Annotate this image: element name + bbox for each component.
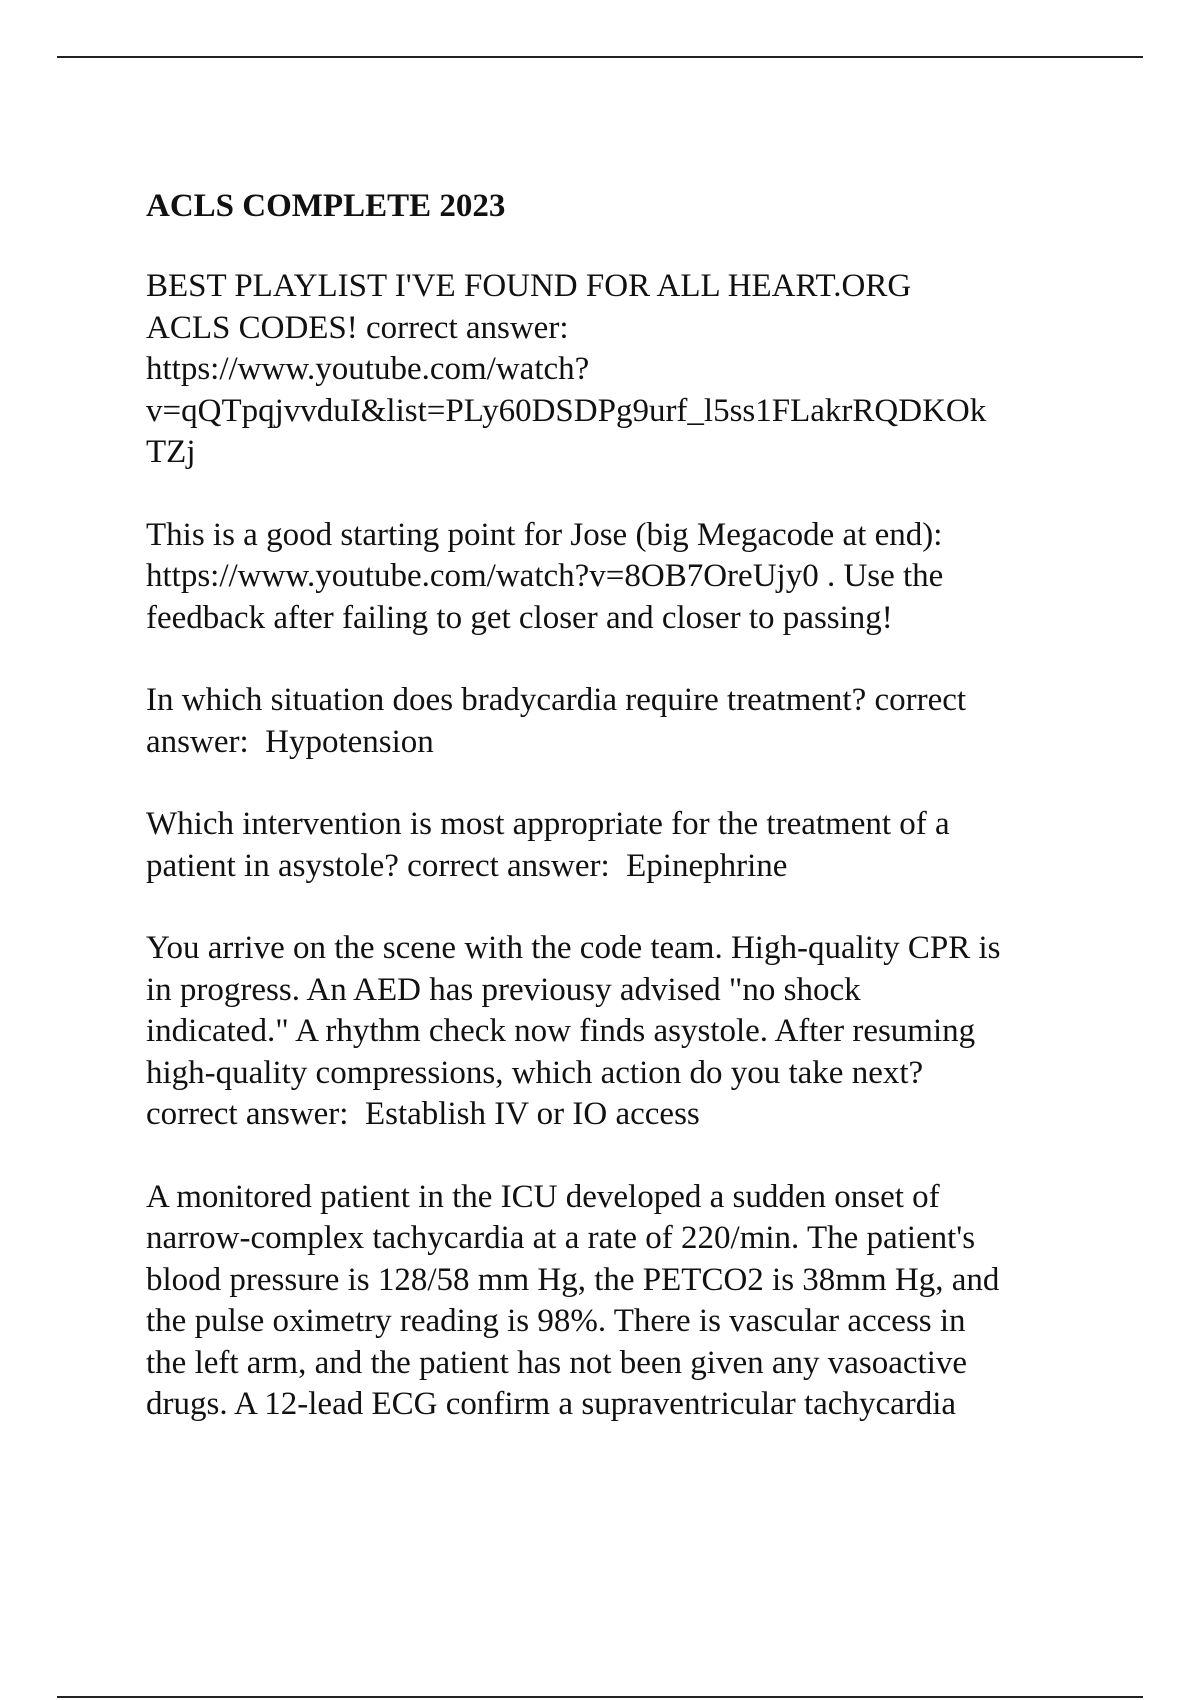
entry-line: the pulse oximetry reading is 98%. There is vascular access in [146,1303,966,1339]
entry-line: in progress. An AED has previousy advised "no shock [146,971,861,1008]
entry-line: feedback after failing to get closer and closer to passing! [146,599,893,636]
entry-line: In which situation does bradycardia require treatment? correct [146,682,967,718]
entry-line: You arrive on the scene with the code team. High-quality CPR is [146,930,1001,966]
entry-line: v=qQTpqjvvduI&list=PLy60DSDPg9urf_l5ss1FLakrRQDKOk [146,392,987,429]
entry-line: the left arm, and the patient has not been given any vasoactive [146,1344,968,1381]
entry-line: https://www.youtube.com/watch? [146,351,590,387]
entry-line: high-quality compressions, which action do you take next? [146,1054,924,1091]
starting-point-entry [146,515,1096,640]
entry-line: answer: Hypotension [146,723,434,760]
footer-rule [57,1696,1143,1698]
entry-line: BEST PLAYLIST I'VE FOUND FOR ALL HEART.ORG [146,268,912,304]
entry-line: A monitored patient in the ICU developed a sudden onset of [146,1178,940,1215]
bradycardia-question [146,680,1096,763]
entry-line: ACLS CODES! correct answer: [146,309,569,346]
entry-line: https://www.youtube.com/watch?v=8OB7OreUjy0 . Use the [146,558,944,594]
entry-line: blood pressure is 128/58 mm Hg, the PETCO2 is 38mm Hg, and [146,1261,1000,1298]
entry-line: TZj [146,434,196,470]
entry-line: This is a good starting point for Jose (big Megacode at end): [146,516,943,553]
asystole-question [146,804,1096,887]
entry-line: indicated." A rhythm check now finds asystole. After resuming [146,1013,976,1049]
playlist-entry [146,266,1096,474]
entry-line: correct answer: Establish IV or IO access [146,1096,700,1132]
entry-line: drugs. A 12-lead ECG confirm a supraventricular tachycardia [146,1386,957,1422]
document-title: ACLS COMPLETE 2023 [146,188,506,224]
entry-line: patient in asystole? correct answer: Epinephrine [146,847,788,884]
entry-line: Which intervention is most appropriate for the treatment of a [146,806,950,842]
icu-tachycardia-question [146,1177,1096,1426]
document-body [146,186,1096,1467]
code-team-question [146,928,1096,1136]
header-rule [57,56,1143,58]
entry-line: narrow-complex tachycardia at a rate of 220/min. The patient's [146,1220,976,1256]
